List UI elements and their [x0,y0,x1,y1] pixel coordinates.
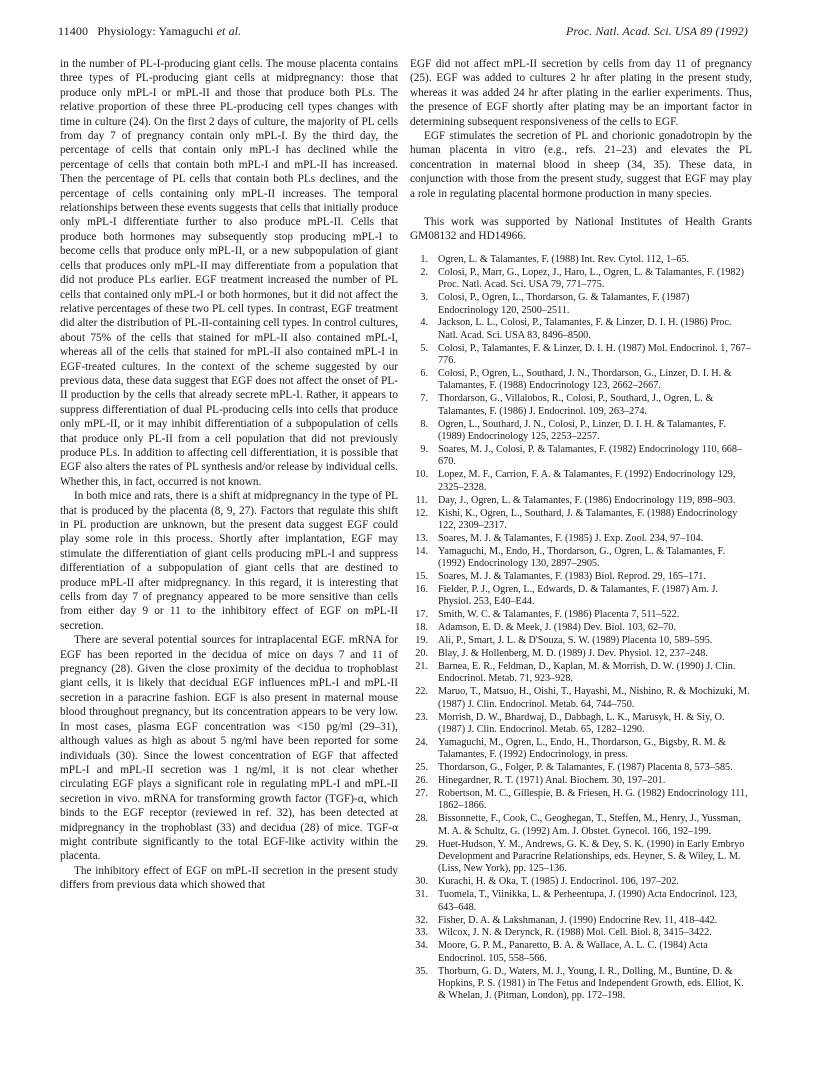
reference-number: 26. [415,775,428,787]
reference-text: Thorburn, G. D., Waters, M. J., Young, I. R., Dolling, M., Buntine, D. & Hopkins, P. S. (1981) in The Fetus and Independent Growth, eds. Elliot, K. & Whelan, J. (Pitman, London), pp. 172–198. [438,965,744,1002]
reference-text: Hinegardner, R. T. (1971) Anal. Biochem. 30, 197–201. [438,775,666,787]
reference-item [410,788,752,813]
reference-number: 11. [415,494,428,506]
section-name: Physiology: Yamaguchi [97,24,214,38]
running-head-left [58,24,241,39]
reference-number: 17. [415,609,428,621]
reference-number: 30. [415,876,428,888]
reference-number: 4. [420,317,428,329]
reference-number: 6. [420,368,428,380]
reference-item [410,267,752,292]
reference-number: 5. [420,342,428,354]
reference-item [410,839,752,876]
reference-item [410,737,752,762]
reference-text: Colosi, P., Talamantes, F. & Linzer, D. I. H. (1987) Mol. Endocrinol. 1, 767–776. [438,342,751,367]
reference-item [410,648,752,660]
reference-number: 25. [415,762,428,774]
reference-number: 7. [420,393,428,405]
reference-text: Day, J., Ogren, L. & Talamantes, F. (1986) Endocrinology 119, 898–903. [438,494,736,506]
reference-number: 22. [415,686,428,698]
reference-item [410,368,752,393]
reference-number: 35. [415,965,428,977]
reference-text: Colosi, P., Ogren, L., Southard, J. N., Thordarson, G., Linzer, D. I. H. & Talamantes, F. (1988) Endocrinology 123, 2662–2667. [438,368,732,392]
reference-list [410,254,752,1003]
body-paragraph: There are several potential sources for intraplacental EGF. mRNA for EGF has been reported in the decidua of mice on days 7 and 11 of pregnancy (28). Given the close proximity of the decidua to trophoblast giant cells, it is likely that decidual EGF influences mPL-I and mPL-II secretion in a paracrine fashion. EGF is also present in maternal mouse blood throughout pregnancy, but its concentration appears to be very low. In most cases, plasma EGF concentration was <150 pg/ml (29–31), although values as high as about 5 ng/ml have been reported for some individuals (30). Since the lowest concentration of EGF that affected mPL-I and mPL-II secretion was 1 ng/ml, it is not clear whether circulating EGF plays a significant role in regulating mPL-I and mPL-II secretion in vivo. mRNA for transforming growth factor (TGF)-α, which binds to the EGF receptor (reviewed in ref. 32), has been detected at midpregnancy in the trophoblast (33) and decidua (28) of mice. TGF-α might contribute significantly to the total EGF-like activity within the placenta. [60,634,398,863]
reference-item [410,876,752,888]
reference-text: Morrish, D. W., Bhardwaj, D., Dabbagh, L. K., Marusyk, H. & Siy, O. (1987) J. Clin. Endocrinol. Metab. 65, 1282–1290. [438,711,725,735]
reference-item [410,915,752,927]
reference-item [410,889,752,914]
reference-text: Barnea, E. R., Feldman, D., Kaplan, M. & Morrish, D. W. (1990) J. Clin. Endocrinol. Metab. 71, 923–928. [438,660,736,685]
reference-text: Kishi, K., Ogren, L., Southard, J. & Talamantes, F. (1988) Endocrinology 122, 2309–2317. [438,507,738,531]
reference-number: 32. [415,914,428,926]
reference-text: Huet-Hudson, Y. M., Andrews, G. K. & Dey, S. K. (1990) in Early Embryo Development and Paracrine Relationships, eds. Heyner, S. & Wiley, L. M. (Liss, New York), pp. 125–136. [438,838,745,875]
reference-text: Fielder, P. J., Ogren, L., Edwards, D. & Talamantes, F. (1987) Am. J. Physiol. 253, E40–E44. [438,583,718,608]
reference-text: Soares, M. J., Colosi, P. & Talamantes, F. (1982) Endocrinology 110, 668–670. [438,443,743,468]
right-column [410,57,752,1003]
reference-number: 28. [415,813,428,825]
reference-text: Colosi, P., Marr, G., Lopez, J., Haro, L., Ogren, L. & Talamantes, F. (1982) Proc. Natl. Acad. Sci. USA 79, 771–775. [438,266,744,291]
reference-item [410,317,752,342]
reference-item [410,813,752,838]
reference-text: Wilcox, J. N. & Derynck, R. (1988) Mol. Cell. Biol. 8, 3415–3422. [438,927,712,939]
reference-number: 14. [415,545,428,557]
reference-number: 2. [420,266,428,278]
reference-number: 20. [415,647,428,659]
reference-number: 34. [415,940,428,952]
reference-item [410,292,752,317]
reference-text: Robertson, M. C., Gillespie, B. & Friesen, H. G. (1982) Endocrinology 111, 1862–1866. [438,787,748,812]
reference-text: Colosi, P., Ogren, L., Thordarson, G. & Talamantes, F. (1987) Endocrinology 120, 2500–2511. [438,292,690,316]
reference-text: Yamaguchi, M., Endo, H., Thordarson, G., Ogren, L. & Talamantes, F. (1992) Endocrinology 130, 2897–2905. [438,545,726,570]
reference-text: Adamson, E. D. & Meek, J. (1984) Dev. Biol. 103, 62–70. [438,622,676,634]
reference-item [410,635,752,647]
reference-number: 1. [420,253,428,265]
reference-item [410,343,752,368]
reference-number: 18. [415,622,428,634]
reference-text: Tuomela, T., Viinikka, L. & Perheentupa, J. (1990) Acta Endocrinol. 123, 643–648. [438,889,738,913]
reference-text: Smith, W. C. & Talamantes, F. (1986) Placenta 7, 511–522. [438,609,680,621]
reference-item [410,546,752,571]
reference-item [410,927,752,939]
body-paragraph: The inhibitory effect of EGF on mPL-II secretion in the present study differs from previous data which showed that [60,864,398,892]
reference-number: 19. [415,635,428,647]
reference-item [410,584,752,609]
reference-text: Ogren, L. & Talamantes, F. (1988) Int. Rev. Cytol. 112, 1–65. [438,253,690,265]
reference-item [410,419,752,444]
reference-item [410,775,752,787]
reference-item [410,469,752,494]
reference-number: 13. [415,532,428,544]
reference-number: 9. [420,443,428,455]
reference-text: Soares, M. J. & Talamantes, F. (1983) Biol. Reprod. 29, 165–171. [438,571,706,583]
reference-item [410,533,752,545]
reference-item [410,508,752,533]
body-paragraph: EGF did not affect mPL-II secretion by cells from day 11 of pregnancy (25). EGF was added to cultures 2 hr after plating in the present study, whereas it was added 24 hr after plating in the earlier experiments. Thus, the presence of EGF shortly after plating may be an important factor in determining subsequent responsiveness of the cells to EGF. [410,58,752,128]
reference-number: 8. [420,418,428,430]
reference-number: 29. [415,838,428,850]
reference-text: Jackson, L. L., Colosi, P., Talamantes, F. & Linzer, D. I. H. (1986) Proc. Natl. Acad. Sci. USA 83, 8496–8500. [438,317,732,341]
reference-text: Blay, J. & Hollenberg, M. D. (1989) J. Dev. Physiol. 12, 237–248. [438,647,708,659]
reference-number: 21. [415,660,428,672]
reference-text: Thordarson, G., Villalobos, R., Colosi, P., Southard, J., Ogren, L. & Talamantes, F. (1986) J. Endocrinol. 109, 263–274. [438,393,714,417]
reference-item [410,661,752,686]
reference-number: 10. [415,469,428,481]
reference-number: 23. [415,711,428,723]
reference-number: 16. [415,583,428,595]
reference-text: Maruo, T., Matsuo, H., Oishi, T., Hayashi, M., Nishino, R. & Mochizuki, M. (1987) J. Clin. Endocrinol. Metab. 64, 744–750. [438,686,750,710]
acknowledgment: This work was supported by National Institutes of Health Grants GM08132 and HD14966. [410,216,752,243]
reference-item [410,444,752,469]
reference-number: 3. [420,292,428,304]
body-paragraph: EGF stimulates the secretion of PL and chorionic gonadotropin by the human placenta in vitro (e.g., refs. 21–23) and elevates the PL concentration in maternal blood in sheep (34, 35). These data, in conjunction with those from the present study, suggest that EGF may play a role in regulating placental hormone production in many species. [410,130,752,200]
reference-number: 33. [415,927,428,939]
page-number: 11400 [58,24,89,38]
journal-citation: Proc. Natl. Acad. Sci. USA 89 (1992) [565,24,748,38]
reference-number: 31. [415,889,428,901]
reference-item [410,495,752,507]
body-paragraph: In both mice and rats, there is a shift at midpregnancy in the type of PL that is produced by the placenta (8, 9, 27). Factors that regulate this shift in PL production are unknown, but the present data suggest EGF could play some role in this process. Shortly after implantation, EGF may stimulate the differentiation of giant cells producing mPL-I and suppress differentiation of a subpopulation of giant cells that are destined to produce mPL-II after midpregnancy. In this regard, it is interesting that cells from day 7 of pregnancy appeared to be more sensitive than cells from either day 9 or 11 to the inhibitory effect of EGF on mPL-II secretion. [60,490,398,632]
reference-text: Bissonnette, F., Cook, C., Geoghegan, T., Steffen, M., Henry, J., Yussman, M. A. & Schultz, G. (1992) Am. J. Obstet. Gynecol. 166, 192–199. [438,813,741,837]
reference-text: Yamaguchi, M., Ogren, L., Endo, H., Thordarson, G., Bigsby, R. M. & Talamantes, F. (1992) Endocrinology, in press. [438,736,726,761]
reference-item [410,254,752,266]
reference-item [410,712,752,737]
reference-item [410,966,752,1003]
reference-item [410,686,752,711]
reference-text: Lopez, M. F., Carrion, F. A. & Talamantes, F. (1992) Endocrinology 129, 2325–2328. [438,469,736,493]
reference-text: Ogren, L., Southard, J. N., Colosi, P., Linzer, D. I. H. & Talamantes, F. (1989) Endocrinology 125, 2253–2257. [438,418,726,443]
page-header [58,24,748,42]
reference-text: Thordarson, G., Folger, P. & Talamantes, F. (1987) Placenta 8, 573–585. [438,762,733,774]
reference-text: Soares, M. J. & Talamantes, F. (1985) J. Exp. Zool. 234, 97–104. [438,532,704,544]
body-paragraph: in the number of PL-I-producing giant cells. The mouse placenta contains three types of PL-producing giant cells at midpregnancy: those that produce only mPL-I or mPL-II and those that produce both PLs. The relative proportion of these three PL-producing cell types changes with time in culture (24). On the first 2 days of culture, the majority of PL cells from day 7 of pregnancy contain only mPL-I. By the third day, the percentage of cells that contain only mPL-I has declined while the percentage of cells that contain both mPL-I and mPL-II has increased. Then the percentage of PL cells that contain both PLs declines, and the percentage of cells containing only mPL-II increases. The temporal relationships between these events suggests that cells that initially produce only mPL-I differentiate further to also produce mPL-II. Cells that produce both hormones may subsequently stop producing mPL-I to become cells that produce only mPL-II, or a new subpopulation of giant cells that produces only mPL-II may differentiate from a population that did not produce PLs earlier. EGF treatment increased the number of PL cells that contained only mPL-I or both hormones, but it did not affect the relative percentages of these two PL cell types. In contrast, EGF treatment did alter the distribution of PL-II-containing cell types. In control cultures, about 75% of the cells that stained for mPL-II also contained mPL-I, whereas all of the cells that stained for mPL-II also contained mPL-I in EGF-treated cultures. In the context of the scheme suggested by our previous data, these data suggest that EGF does not affect the onset of PL-II production by the cells that already secrete mPL-I. Rather, it appears to suppress differentiation of dual PL-producing cells into cells that produce only mPL-II, or it may inhibit differentiation of a subpopulation of cells that produce only PL-II from a cell population that did not previously produce PLs. In addition to affecting cell differentiation, it is possible that EGF also alters the rates of PL synthesis and/or release by individual cells. Whether this, in fact, occurred is not known. [60,58,398,488]
reference-number: 15. [415,571,428,583]
reference-number: 24. [415,736,428,748]
reference-item [410,393,752,418]
reference-item [410,940,752,965]
reference-item [410,609,752,621]
left-column [60,57,398,893]
et-al: et al. [216,24,242,38]
reference-number: 27. [415,787,428,799]
reference-text: Ali, P., Smart, J. L. & D'Souza, S. W. (1989) Placenta 10, 589–595. [438,635,713,647]
reference-number: 12. [415,507,428,519]
reference-item [410,622,752,634]
reference-item [410,571,752,583]
reference-text: Moore, G. P. M., Panaretto, B. A. & Wallace, A. L. C. (1984) Acta Endocrinol. 105, 558–566. [438,940,708,964]
reference-text: Fisher, D. A. & Lakshmanan, J. (1990) Endocrine Rev. 11, 418–442. [438,914,718,926]
reference-item [410,762,752,774]
reference-text: Kurachi, H. & Oka, T. (1985) J. Endocrinol. 106, 197–202. [438,876,679,888]
